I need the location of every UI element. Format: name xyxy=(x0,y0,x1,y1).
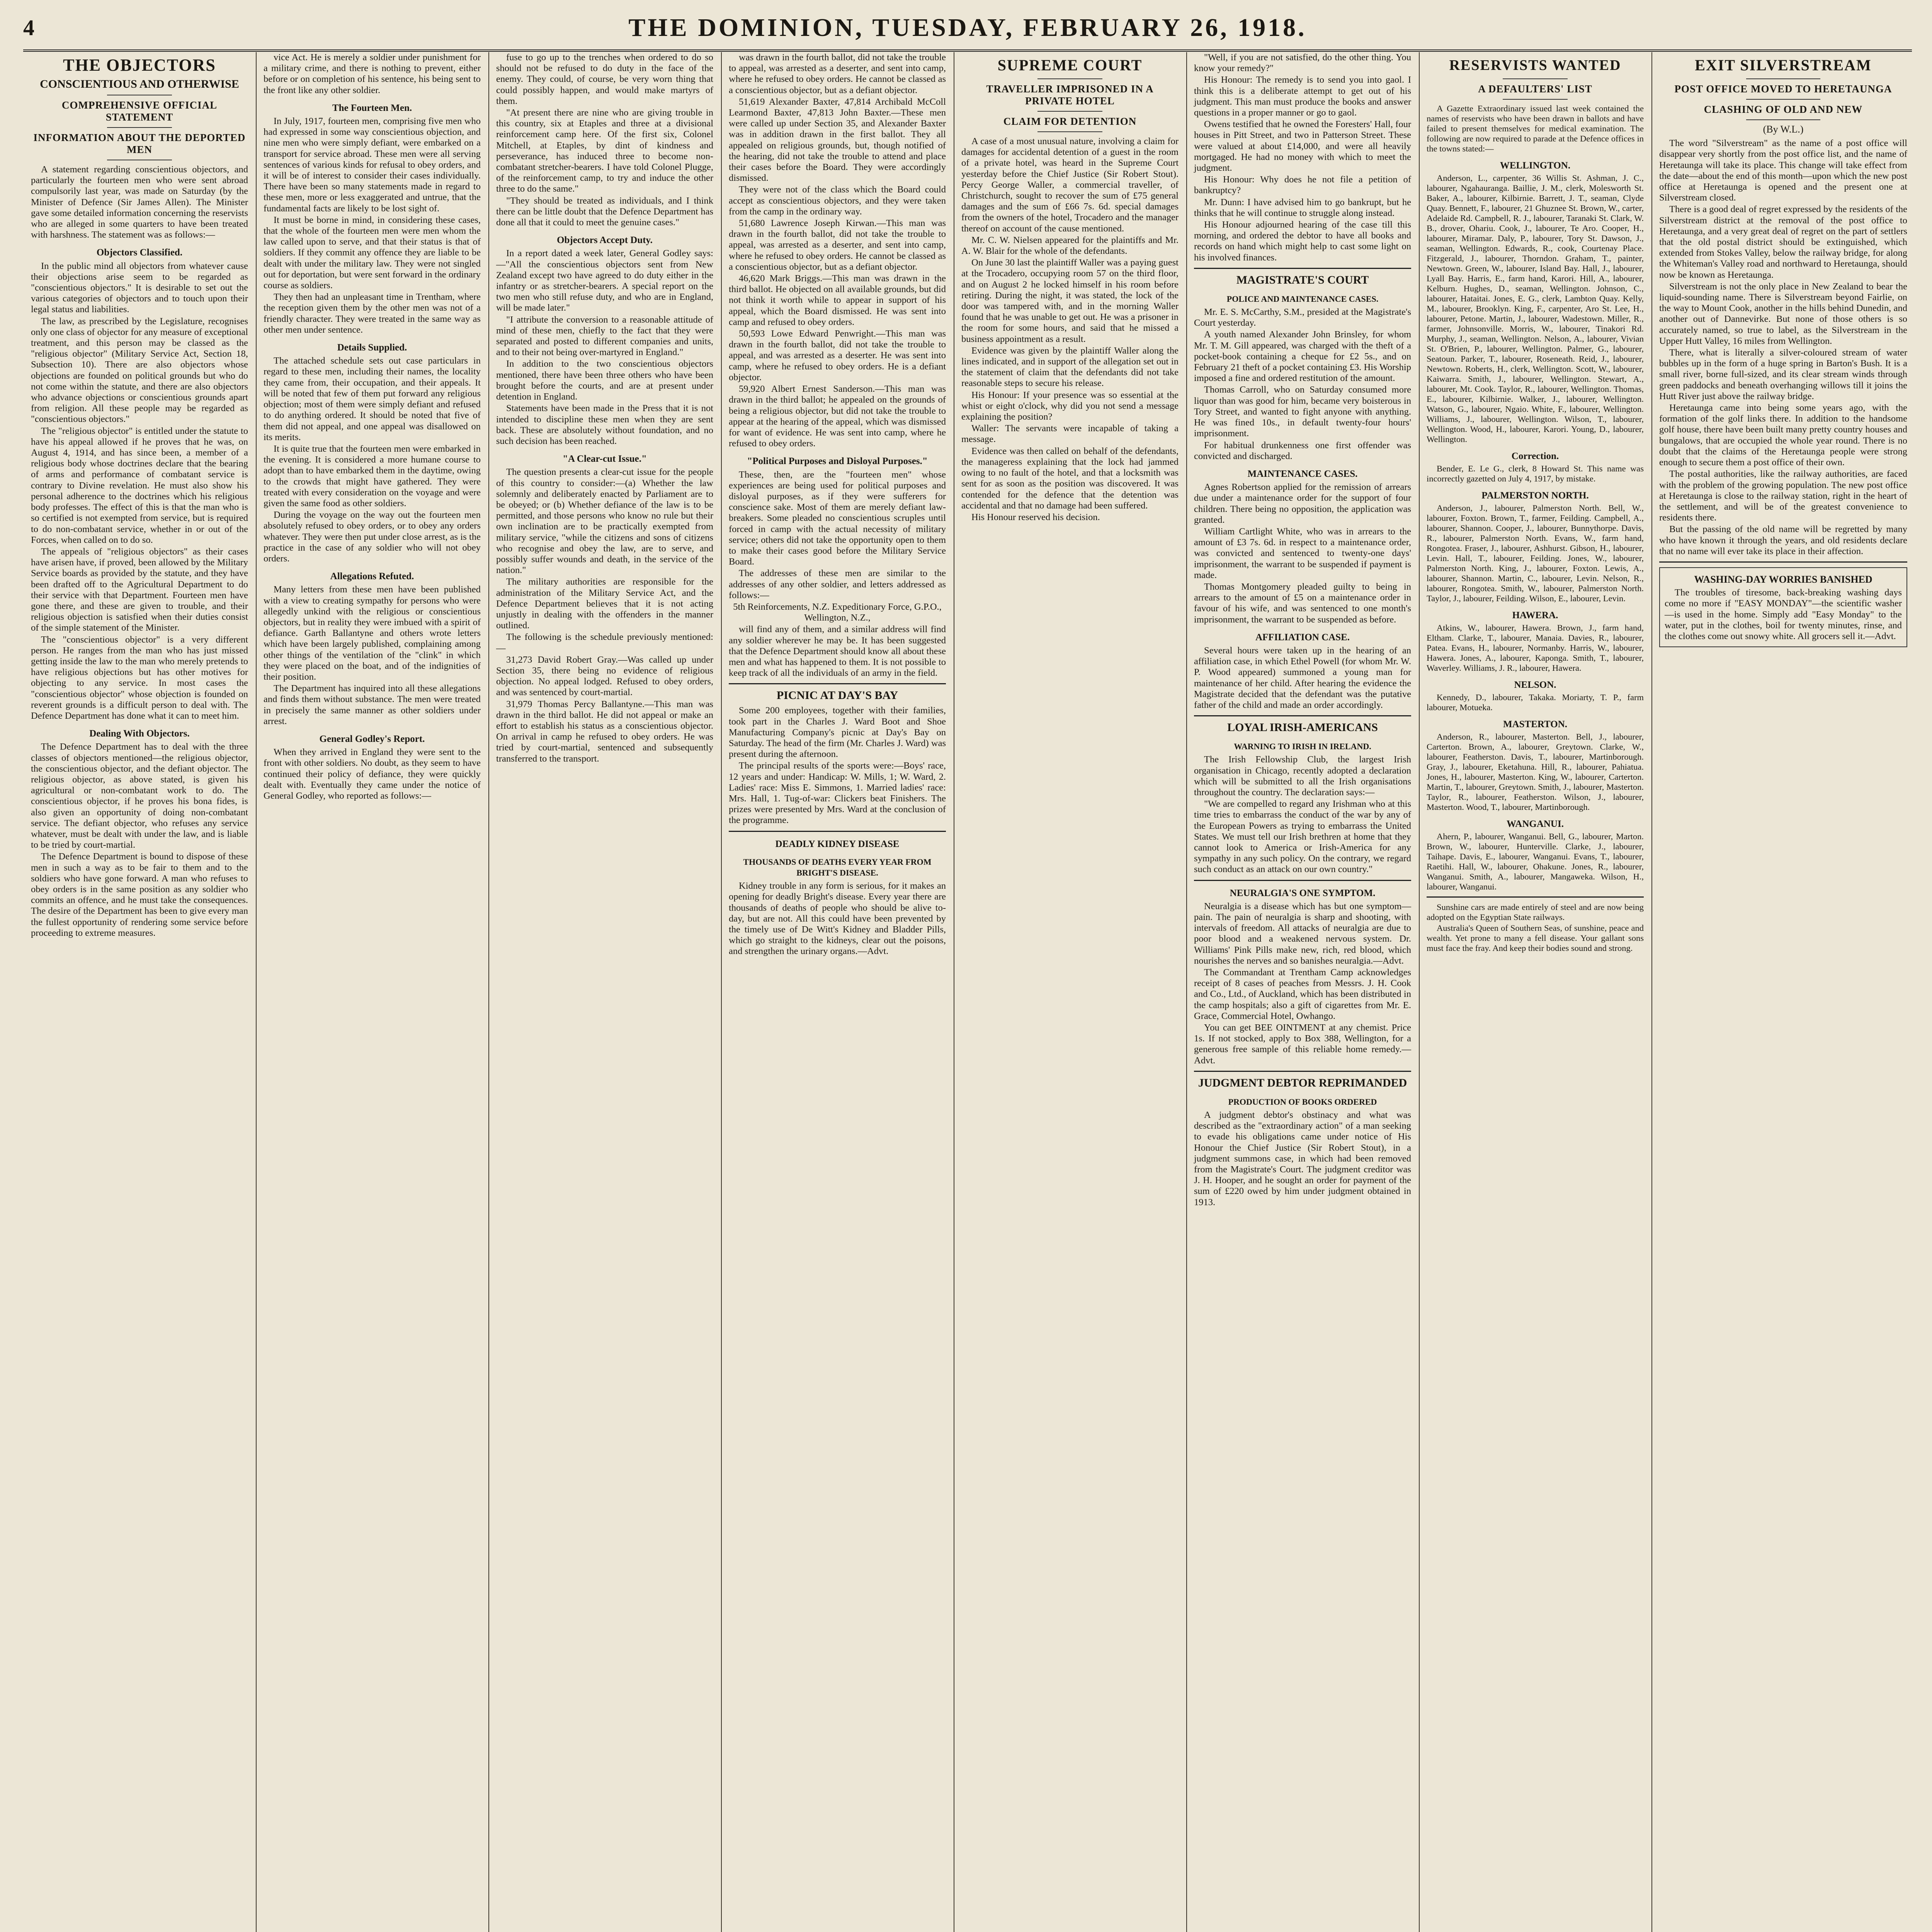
paragraph: Several hours were taken up in the hearing of an affiliation case, in which Ethel Powell (for whom Mr. W. P. Wood appeared) summoned a young man for maintenance of her child. After hearing the evidence the Magistrate decided that the defendant was the putative father of the child and made an order accordingly. xyxy=(1194,645,1411,710)
paragraph: vice Act. He is merely a soldier under punishment for a military crime, and there is nothing to prevent, either before or on completion of his sentence, his being sent to the front like any other soldier. xyxy=(264,52,481,95)
defaulters-list: Anderson, J., labourer, Palmerston North. Bell, W., labourer, Foxton. Brown, T., farmer, Feilding. Campbell, A., labourer, Shannon. Cooper, J., labourer, Bunnythorpe. Davis, R., labourer, Palmerston North. Evans, W., farm hand, Rongotea. Fraser, J., labourer, Ashhurst. Gibson, H., labourer, Levin. Hall, T., labourer, Feilding. Jones, W., labourer, Palmerston North. King, J., labourer, Foxton. Lewis, A., labourer, Shannon. Martin, C., labourer, Levin. Nelson, R., labourer, Rongotea. Smith, W., labourer, Palmerston North. Taylor, J., labourer, Feilding. Wilson, E., labourer, Levin. xyxy=(1427,503,1644,603)
paragraph: 46,620 Mark Briggs.—This man was drawn in the third ballot. He objected on all available grounds, but did not think it worth while to appear in support of his appeal, which the Board dismissed. He was sent into camp and refused to obey orders. xyxy=(729,273,946,327)
paragraph: Thomas Montgomery pleaded guilty to being in arrears to the amount of £5 on a maintenance order in favour of his wife, and was sentenced to one month's imprisonment, the warrant to be suspended as before. xyxy=(1194,581,1411,625)
paragraph: For habitual drunkenness one first offender was convicted and discharged. xyxy=(1194,440,1411,461)
paragraph: The "religious objector" is entitled under the statute to have his appeal allowed if he proves that he was, on August 4, 1914, and has since been, a member of a religious body whose doctrines declare that the bearing of arms and performance of combatant service is contrary to Divine revelation. He must also show his personal adherence to the doctrines which his religious body professes. The effect of this is that the man who is so certified is not exempted from service, but is required to do non-combatant service, whether in or out of the Forces, when called on to do so. xyxy=(31,425,248,545)
advertisement-box xyxy=(1659,567,1907,647)
advertisement-text: Australia's Queen of Southern Seas, of sunshine, peace and wealth. Yet prone to many a fell disease. Your gallant sons must face the fray. And keep their bodies sound and strong. xyxy=(1427,923,1644,953)
side-heading: Details Supplied. xyxy=(337,342,407,353)
paragraph: There, what is literally a silver-coloured stream of water bubbles up in the form of a huge spring in Barton's Bush. It is a small river, borne full-sized, and its clear stream winds through green paddocks and beneath overhanging willows till it joins the Hutt River just above the railway bridge. xyxy=(1659,347,1907,401)
paragraph: On June 30 last the plaintiff Waller was a paying guest at the Trocadero, occupying room 57 on the third floor, and on August 2 he locked himself in his room before retiring. During the night, it was stated, the lock of the door was tampered with, and in the morning Waller found that he was unable to get out. He was a prisoner in the room for some hours, and said that he missed a business appointment as a result. xyxy=(961,257,1179,344)
paragraph: The "conscientious objector" is a very different person. He ranges from the man who has just missed getting inside the law to the man who merely pretends to have religious objections but has other motives for objecting to any service. In most cases the "conscientious objector" whose objection is founded on reverent grounds is a difficult person to deal with. The Defence Department has done what it can to meet him. xyxy=(31,634,248,721)
paragraph: "Well, if you are not satisfied, do the other thing. You know your remedy?" xyxy=(1194,52,1411,74)
ad-heading: DEADLY KIDNEY DISEASE xyxy=(775,838,900,849)
side-heading: Allegations Refuted. xyxy=(330,571,414,582)
paragraph: A judgment debtor's obstinacy and what was described as the "extraordinary action" of a man seeking to evade his obligations came under notice of His Honour the Chief Justice (Sir Robert Stout), in a judgment summons case, in which had been removed from the Magistrate's Court. The judgment creditor was J. H. Hooper, and he sought an order for payment of the sum of £220 owed by him under judgment obtained in 1913. xyxy=(1194,1110,1411,1208)
column-separator xyxy=(721,52,722,1932)
paragraph: The Defence Department is bound to dispose of these men in such a way as to be fair to them and to the soldiers who have gone forward. A man who refuses to obey orders is in the same position as any soldier who commits an offence, and he must take the consequences. The desire of the Department has been to give every man the fullest opportunity of rendering some service before proceeding to extreme measures. xyxy=(31,851,248,938)
advertisement-text: Kidney trouble in any form is serious, for it makes an opening for deadly Bright's disease. Every year there are thousands of deaths of people who should be alive to-day, but are not. All this could have been prevented by the timely use of De Witt's Kidney and Bladder Pills, which go straight to the kidneys, clear out the poisons, and strengthen the urinary organs.—Advt. xyxy=(729,881,946,957)
paragraph: Waller: The servants were incapable of taking a message. xyxy=(961,423,1179,445)
paragraph: Thomas Carroll, who on Saturday consumed more liquor than was good for him, became very boisterous in Tory Street, and wanted to fight anyone with anything. He was fined 10s., in default twenty-four hours' imprisonment. xyxy=(1194,384,1411,439)
paragraph: A youth named Alexander John Brinsley, for whom Mr. T. M. Gill appeared, was charged with the theft of a pocket-book containing a cheque for £2 5s., and on February 21 theft of a pocket containing £3. His Worship imposed a fine and ordered restitution of the amount. xyxy=(1194,329,1411,384)
side-heading: "A Clear-cut Issue." xyxy=(563,454,647,464)
divider xyxy=(1037,78,1103,79)
side-heading: Correction. xyxy=(1511,451,1559,461)
paragraph: 51,680 Lawrence Joseph Kirwan.—This man was drawn in the fourth ballot, did not take the trouble to appeal, was arrested as a deserter, and sent into camp, where he refused to obey orders. He cannot be classed as a conscientious objector, but as a defiant objector. xyxy=(729,218,946,272)
defaulters-list: Anderson, R., labourer, Masterton. Bell, J., labourer, Carterton. Brown, A., labourer, Greytown. Clarke, W., labourer, Featherston. Davis, T., labourer, Martinborough. Gray, J., labourer, Eketahuna. Hill, R., labourer, Pahiatua. Jones, H., labourer, Masterton. King, W., labourer, Carterton. Martin, T., labourer, Greytown. Smith, J., labourer, Masterton. Taylor, R., labourer, Featherston. Wilson, J., labourer, Masterton. Wood, T., labourer, Martinborough. xyxy=(1427,732,1644,812)
paragraph: 51,619 Alexander Baxter, 47,814 Archibald McColl Learmond Baxter, 47,813 John Baxter.—These men were called up under Section 35, and Alexander Baxter was in addition drawn in the first ballot. They all appealed on religious grounds, but, though notified of the hearing, did not take the trouble to attend and place their cases before the Board. They were accordingly dismissed. xyxy=(729,96,946,184)
paragraph: The Irish Fellowship Club, the largest Irish organisation in Chicago, recently adopted a declaration which will be submitted to all the Irish organisations throughout the country. The declaration says:— xyxy=(1194,754,1411,798)
district-heading: PALMERSTON NORTH. xyxy=(1481,490,1589,501)
divider xyxy=(1194,715,1411,716)
paragraph: Silverstream is not the only place in New Zealand to bear the liquid-sounding name. There is Silverstream beyond Fairlie, on the way to Mount Cook, another in the hills behind Dunedin, and another out of Dannevirke. But none of those others is so accurately named, so true to label, as the Silverstream in the Upper Hutt Valley, 16 miles from Wellington. xyxy=(1659,281,1907,346)
side-heading: Objectors Accept Duty. xyxy=(557,235,653,246)
article-heading-reservists: RESERVISTS WANTED xyxy=(1449,57,1621,73)
paragraph: "At present there are nine who are giving trouble in this country, six at Etaples and three at a divisional reinforcement camp here. Of the first six, Colonel Mitchell, at Etaples, by dint of kindness and perseverance, has induced three to become non-combatant stretcher-bearers. I have told Colonel Plugge, of the reinforcement camp, to try and induce the other three to do the same." xyxy=(496,107,713,194)
paragraph: These, then, are the "fourteen men" whose experiences are being used for political purposes and disloyal purposes, as if they were sufferers for conscience sake. Most of them are merely defiant law-breakers. Some pleaded no conscientious scruples until forced in camp with the actual necessity of military service; others did not take the opportunity open to them to make their cases good before the Military Service Board. xyxy=(729,469,946,567)
paragraph: "I attribute the conversion to a reasonable attitude of mind of these men, chiefly to the fact that they were separated and posted to different companies and units, and to their not being over-martyred in England." xyxy=(496,314,713,358)
paragraph: The attached schedule sets out case particulars in regard to these men, including their names, the locality they came from, their occupation, and their appeals. It will be noted that few of them put forward any religious objection; most of them were simply defiant and refused to do anything ordered. It should be noted that five of them did not appeal, and one appeal was disallowed on its merits. xyxy=(264,355,481,442)
divider xyxy=(1427,896,1644,898)
paragraph: The word "Silverstream" as the name of a post office will disappear very shortly from the post office list, and the name of Heretaunga will take its place. This change will take effect from the date—about the end of this month—upon which the new post office at Heretaunga is opened and the present one at Silverstream closed. xyxy=(1659,138,1907,203)
ad-heading: NEURALGIA'S ONE SYMPTOM. xyxy=(1230,888,1376,898)
district-heading: HAWERA. xyxy=(1512,610,1558,621)
defaulters-list: Anderson, L., carpenter, 36 Willis St. Ashman, J. C., labourer, Ngahauranga. Baillie, J. M., clerk, Molesworth St. Baker, A., labourer, Kilbirnie. Barrett, J. T., seaman, Clyde Quay. Bennett, F., labourer, 21 Ghuznee St. Brown, W., carter, Adelaide Rd. Campbell, R. J., labourer, Taranaki St. Clark, W. B., drover, Ohariu. Cook, J., labourer, Te Aro. Cooper, H., labourer, Miramar. Daly, P., labourer, Tory St. Dawson, J., seaman, Wellington. Edwards, R., cook, Courtenay Place. Fitzgerald, J., labourer, Thorndon. Graham, T., painter, Newtown. Green, W., labourer, Island Bay. Hall, J., labourer, Lyall Bay. Harris, E., farm hand, Karori. Hill, A., labourer, Kelburn. Hughes, D., seaman, Wellington. Johnson, C., labourer, Hataitai. Jones, E. G., clerk, Lambton Quay. Kelly, M., labourer, Brooklyn. King, F., carpenter, Aro St. Lee, H., labourer, Petone. Martin, J., labourer, Wadestown. Miller, R., farmer, Johnsonville. Morris, W., labourer, Tinakori Rd. Murphy, J., seaman, Wellington. Nelson, A., labourer, Vivian St. O'Brien, P., labourer, Wellington. Palmer, G., labourer, Seatoun. Parker, T., labourer, Roseneath. Reid, J., labourer, Newtown. Roberts, H., clerk, Wellington. Scott, W., labourer, Kaiwarra. Smith, J., labourer, Wellington. Stewart, A., labourer, Mt. Cook. Taylor, R., labourer, Wellington. Thomas, E., labourer, Kilbirnie. Walker, J., labourer, Wellington. Watson, G., labourer, Ngaio. White, F., labourer, Wellington. Williams, J., labourer, Wellington. Wilson, T., labourer, Wellington. Wood, H., labourer, Karori. Young, D., labourer, Wellington. xyxy=(1427,173,1644,444)
column-6 xyxy=(1189,52,1417,1932)
article-deck: A DEFAULTERS' LIST xyxy=(1478,83,1592,95)
divider xyxy=(107,127,172,128)
column-separator xyxy=(1186,52,1187,1932)
paragraph: It is quite true that the fourteen men were embarked in the evening. It is considered a more humane course to adopt than to have embarked them in the daytime, owing to the crowds that might have gathered. They were treated with every consideration on the voyage and were given the same food as other soldiers. xyxy=(264,443,481,509)
divider xyxy=(1503,99,1568,100)
ad-heading: WASHING-DAY WORRIES BANISHED xyxy=(1694,573,1872,585)
district-heading: WANGANUI. xyxy=(1507,819,1564,829)
column-2 xyxy=(258,52,486,1932)
divider xyxy=(1746,119,1821,120)
paragraph: His Honour: The remedy is to send you into gaol. I think this is a deliberate attempt to get out of his judgment. This man must produce the books and answer questions in a proper manner or go to gaol. xyxy=(1194,75,1411,118)
defaulters-list: Atkins, W., labourer, Hawera. Brown, J., farm hand, Eltham. Clarke, T., labourer, Manaia. Davies, R., labourer, Patea. Evans, H., labourer, Normanby. Harris, W., labourer, Hawera. Jones, A., labourer, Kaponga. Smith, T., labourer, Waverley. Williams, J. R., labourer, Hawera. xyxy=(1427,623,1644,673)
divider xyxy=(1659,561,1907,563)
district-heading: NELSON. xyxy=(1514,680,1556,690)
paragraph: Evidence was then called on behalf of the defendants, the manageress explaining that the lock had jammed owing to no fault of the hotel, and that a locksmith was sent for as soon as the position was discovered. It was contended for the defence that the detention was accidental and that no damage had been suffered. xyxy=(961,446,1179,511)
paragraph: Many letters from these men have been published with a view to creating sympathy for persons who were allegedly unkind with the religious or conscientious objectors, but in reality they were imbued with a spirit of defiance. Garth Ballantyne and others wrote letters which have been largely published, complaining among other things of the ventilation of the "clink" in which they were placed on the boat, and of the indignities of their position. xyxy=(264,584,481,682)
paragraph: In July, 1917, fourteen men, comprising five men who had expressed in some way conscientious objection, and nine men who were simply defiant, were embarked on a transport for service abroad. These men were all serving sentences of various kinds for refusal to obey orders, and it will be of interest to consider their cases individually. There have been so many statements made in regard to these men, more or less exaggerated and untrue, that the fundamental facts are likely to be lost sight of. xyxy=(264,116,481,214)
paragraph: In addition to the two conscientious objectors mentioned, there have been three others who have been brought before the courts, and are at present under detention in England. xyxy=(496,359,713,402)
advertisement-text: Sunshine cars are made entirely of steel and are now being adopted on the Egyptian State railways. xyxy=(1427,902,1644,922)
paragraph: His Honour: If your presence was so essential at the whist or eight o'clock, why did you not send a message explaining the position? xyxy=(961,389,1179,422)
article-heading-picnic: PICNIC AT DAY'S BAY xyxy=(776,689,898,702)
district-heading: WELLINGTON. xyxy=(1500,160,1571,171)
paragraph: A case of a most unusual nature, involving a claim for damages for accidental detention of a guest in the room of a private hotel, was heard in the Supreme Court yesterday before the Chief Justice (Sir Robert Stout). Percy George Waller, a commercial traveller, of Christchurch, sought to recover the sum of £75 general damages and the sum of £66 7s. 6d. special damages from the owners of the hotel, Trocadero and the manager thereof on account of the cause mentioned. xyxy=(961,136,1179,234)
article-subheading: CONSCIENTIOUS AND OTHERWISE xyxy=(40,78,239,90)
column-separator xyxy=(488,52,489,1932)
paragraph: 31,273 David Robert Gray.—Was called up under Section 35, there being no evidence of religious objection. No appeal lodged. Refused to obey orders, and was sentenced by court-martial. xyxy=(496,654,713,698)
masthead-rule xyxy=(23,49,1912,52)
article-deck: INFORMATION ABOUT THE DEPORTED MEN xyxy=(33,132,246,155)
defaulters-list: Ahern, P., labourer, Wanganui. Bell, G., labourer, Marton. Brown, W., labourer, Hunterville. Clarke, J., labourer, Taihape. Davis, E., labourer, Wanganui. Evans, T., labourer, Raetihi. Hall, W., labourer, Ohakune. Jones, R., labourer, Wanganui. Smith, A., labourer, Mangaweka. Wilson, H., labourer, Wanganui. xyxy=(1427,832,1644,891)
article-heading-objectors: THE OBJECTORS xyxy=(63,56,216,75)
paragraph: A Gazette Extraordinary issued last week contained the names of reservists who have been drawn in ballots and have failed to present themselves for medical examination. The following are now required to parade at the Defence offices in the towns stated:— xyxy=(1427,104,1644,153)
paragraph: The law, as prescribed by the Legislature, recognises only one class of objector for any measure of exceptional treatment, and this person may be classed as the "religious objector" (Military Service Act, Section 18, Subsection 10). There are also objectors whose objections are founded on political grounds but who do not come within the statute, and there are also objectors who advance objections or conscientious grounds apart from religion. All these people may be regarded as "conscientious objectors." xyxy=(31,316,248,425)
newspaper-title: THE DOMINION, TUESDAY, FEBRUARY 26, 1918. xyxy=(628,14,1307,42)
paragraph: will find any of them, and a similar address will find any soldier wherever he may be. It has been suggested that the Defence Department should know all about these men and what has happened to them. It is not possible to keep track of all the individuals of an army in the field. xyxy=(729,624,946,679)
divider xyxy=(729,683,946,684)
paragraph: The Defence Department has to deal with the three classes of objectors mentioned—the religious objector, the conscientious objector, and the defiant objector. The religious objector, as above stated, is given his agricultural or non-combatant work to do. The conscientious objector, if he proves his bona fides, is also given an opportunity of doing non-combatant service. The defiant objector, who refuses any service whatever, must be dealt with under the law, and is liable to be tried by court-martial. xyxy=(31,742,248,850)
byline: (By W.L.) xyxy=(1763,124,1804,135)
column-1 xyxy=(26,52,253,1932)
side-heading: Objectors Classified. xyxy=(96,247,183,258)
article-heading-supreme-court: SUPREME COURT xyxy=(997,56,1143,74)
paragraph: The question presents a clear-cut issue for the people of this country to consider:—(a) Whether the law solemnly and deliberately enacted by Parliament are to be obeyed; or (b) Whether defiance of the law is to be permitted, and those persons who know no rule but their own inclination are to be practically exempted from military service, "while the citizens and sons of citizens who recognise and obey the law, are to serve, and possibly suffer wounds and death, in the service of the nation." xyxy=(496,467,713,576)
paragraph: William Cartlight White, who was in arrears to the amount of £3 7s. 6d. in respect to a maintenance order, was convicted and sentenced to twenty-one days' imprisonment, the warrant to be suspended if payment is made. xyxy=(1194,526,1411,580)
article-deck: WARNING TO IRISH IN IRELAND. xyxy=(1234,742,1371,752)
paragraph: "We are compelled to regard any Irishman who at this time tries to embarrass the conduct of the war by any of the European Powers as trying to embarrass the United States. We must tell our Irish brethren at home that they cannot look to America or Irish-America for any sympathy in any such policy. On the contrary, we regard such conduct as an attack on our own country." xyxy=(1194,799,1411,875)
column-5 xyxy=(956,52,1184,1932)
paragraph: was drawn in the fourth ballot, did not take the trouble to appeal, was arrested as a deserter, and sent into camp, where he refused to obey orders. He cannot be classed as a conscientious objector, but as a defiant objector. xyxy=(729,52,946,95)
district-heading: MASTERTON. xyxy=(1503,719,1568,730)
paragraph: Owens testified that he owned the Foresters' Hall, four houses in Pitt Street, and two in Patterson Street. These were valued at about £14,000, and were all heavily mortgaged. He had no money with which to meet the judgment. xyxy=(1194,119,1411,173)
paragraph: The postal authorities, like the railway authorities, are faced with the problem of the growing population. The new post office at Heretaunga is close to the railway station, right in the heart of the settlement, and will be of the greatest convenience to residents there. xyxy=(1659,469,1907,523)
divider xyxy=(1194,1071,1411,1072)
masthead xyxy=(23,12,1912,46)
side-heading: MAINTENANCE CASES. xyxy=(1247,468,1358,479)
paragraph: 50,593 Lowe Edward Penwright.—This man was drawn in the fourth ballot, did not take the trouble to appeal, and was arrested as a deserter. He was sent into camp, where he refused to obey orders. He is a defiant objector. xyxy=(729,328,946,383)
divider xyxy=(1037,111,1103,112)
advertisement-text: You can get BEE OINTMENT at any chemist. Price 1s. If not stocked, apply to Box 388, Wellington, for a generous free sample of this reliable home remedy.—Advt. xyxy=(1194,1022,1411,1066)
paragraph: Agnes Robertson applied for the remission of arrears due under a maintenance order for the support of four children. There being no opposition, the application was granted. xyxy=(1194,482,1411,525)
divider xyxy=(1503,78,1568,79)
paragraph: The principal results of the sports were:—Boys' race, 12 years and under: Handicap: W. Mills, 1; W. Ward, 2. Ladies' race: Miss E. Simmons, 1. Married ladies' race: Mrs. Hall, 1. Tug-of-war: Clickers beat Finishers. The prizes were presented by Mrs. Ward at the conclusion of the programme. xyxy=(729,760,946,826)
article-deck: PRODUCTION OF BOOKS ORDERED xyxy=(1228,1097,1377,1107)
side-heading: "Political Purposes and Disloyal Purposes." xyxy=(747,456,928,467)
ad-deck: THOUSANDS OF DEATHS EVERY YEAR FROM BRIGHT'S DISEASE. xyxy=(743,857,932,878)
page-number: 4 xyxy=(23,15,34,40)
paragraph: Mr. E. S. McCarthy, S.M., presided at the Magistrate's Court yesterday. xyxy=(1194,307,1411,328)
paragraph: His Honour reserved his decision. xyxy=(971,512,1100,522)
article-heading-judgment-debtor: JUDGMENT DEBTOR REPRIMANDED xyxy=(1198,1076,1407,1089)
paragraph: 59,920 Albert Ernest Sanderson.—This man was drawn in the third ballot; he appealed on the grounds of being a religious objector, but did not take the trouble to appear at the hearing of the appeal, which was dismissed for want of evidence. He was sent into camp, where he refused to obey orders. xyxy=(729,384,946,449)
paragraph: The Commandant at Trentham Camp acknowledges receipt of 8 cases of peaches from Messrs. J. H. Cook and Co., Ltd., of Auckland, which has been distributed in the camp hospitals; also a gift of cigarettes from Mr. E. Grace, Commercial Hotel, Owhango. xyxy=(1194,967,1411,1021)
paragraph: Mr. Dunn: I have advised him to go bankrupt, but he thinks that he will continue to struggle along instead. xyxy=(1194,197,1411,218)
paragraph: The appeals of "religious objectors" as their cases have arisen have, if proved, been allowed by the Military Service boards as provided by the statute, and they have been drafted off to the Agricultural Department to do their service with that Department. Fourteen men have gone there, and these are given to trouble, and their religious objection is satisfied when their duties consist of the simple statement of the Minister. xyxy=(31,546,248,633)
advertisement-text: The troubles of tiresome, back-breaking washing days come no more if "EASY MONDAY"—the scientific washer—is used in the home. Simply add "Easy Monday" to the water, put in the clothes, boil for twenty minutes, rinse, and the clothes come out snowy white. All grocers sell it.—Advt. xyxy=(1665,587,1902,641)
paragraph: Bender, E. Le G., clerk, 8 Howard St. This name was incorrectly gazetted on July 4, 1917, by mistake. xyxy=(1427,464,1644,483)
divider xyxy=(729,831,946,832)
paragraph: There is a good deal of regret expressed by the residents of the Silverstream district at the removal of the post office to Heretaunga, and a very great deal of regret on the part of settlers that the old postal district should be extinguished, which extended from Stokes Valley, below the railway bridge, for along the Whiteman's Valley road and northward to Heretaunga, should now be known as Heretaunga. xyxy=(1659,204,1907,280)
address-block: 5th Reinforcements, N.Z. Expeditionary Force, G.P.O., Wellington, N.Z., xyxy=(733,601,942,623)
divider xyxy=(1037,131,1103,132)
divider xyxy=(1194,880,1411,881)
paragraph: "They should be treated as individuals, and I think there can be little doubt that the Defence Department has done all that it could to meet the genuine cases." xyxy=(496,195,713,228)
divider xyxy=(1194,268,1411,269)
paragraph: It must be borne in mind, in considering these cases, that the whole of the fourteen men were men whom the law called upon to serve, and that their status is that of soldiers. If they commit any offence they are liable to be dealt with under the military law. They were not singled out for deportation, but were sent forward in the ordinary course as soldiers. xyxy=(264,214,481,291)
paragraph: His Honour adjourned hearing of the case till this morning, and ordered the debtor to have all books and records on hand which might help to cast some light on his involved finances. xyxy=(1194,219,1411,263)
article-heading-irish-americans: LOYAL IRISH-AMERICANS xyxy=(1227,721,1378,734)
paragraph: Evidence was given by the plaintiff Waller along the lines indicated, and in support of the allegation set out in the statement of claim that the defendants did not take reasonable steps to secure his release. xyxy=(961,345,1179,389)
paragraph: Heretaunga came into being some years ago, with the formation of the golf links there. In addition to the handsome golf house, there have been built many pretty country houses and bungalows, that are occupied the whole year round. There is no doubt that the claims of the Heretaunga people were strong enough to secure them a post office of their own. xyxy=(1659,403,1907,468)
paragraph: But the passing of the old name will be regretted by many who have known it through the years, and old residents declare that no name will ever take its place in their affection. xyxy=(1659,524,1907,556)
column-separator xyxy=(256,52,257,1932)
article-deck: COMPREHENSIVE OFFICIAL STATEMENT xyxy=(61,99,218,123)
article-deck: CLASHING OF OLD AND NEW xyxy=(1704,104,1863,115)
column-3 xyxy=(491,52,719,1932)
paragraph: When they arrived in England they were sent to the front with other soldiers. No doubt, as they seem to have continued their policy of defiance, they were quickly dealt with. Eventually they came under the notice of General Godley, who reported as follows:— xyxy=(264,747,481,801)
column-separator xyxy=(1419,52,1420,1932)
column-4 xyxy=(723,52,951,1932)
advertisement-text: Neuralgia is a disease which has but one symptom—pain. The pain of neuralgia is sharp and shooting, with intervals of freedom. All attacks of neuralgia are due to poor blood and a weakened nervous system. Dr. Williams' Pink Pills make new, rich, red blood, which nourishes the nerves and so banishes neuralgia.—Advt. xyxy=(1194,901,1411,966)
article-heading-magistrates-court: MAGISTRATE'S COURT xyxy=(1236,273,1369,286)
paragraph: Mr. C. W. Nielsen appeared for the plaintiffs and Mr. A. W. Blair for the whole of the defendants. xyxy=(961,235,1179,257)
paragraph: During the voyage on the way out the fourteen men absolutely refused to obey orders, or to obey any orders whatever. They were then put under close arrest, as is the practice in the case of any soldier who will not obey orders. xyxy=(264,510,481,564)
column-separator xyxy=(1651,52,1652,1932)
paragraph: They were not of the class which the Board could accept as conscientious objectors, and they were taken from the camp in the ordinary way. xyxy=(729,184,946,217)
side-heading: General Godley's Report. xyxy=(319,733,425,744)
article-heading-silverstream: EXIT SILVERSTREAM xyxy=(1695,56,1872,74)
paragraph: The Department has inquired into all these allegations and finds them without substance. The men were treated in precisely the same manner as other soldiers under arrest. xyxy=(264,683,481,726)
paragraph: The following is the schedule previously mentioned:— xyxy=(496,632,713,653)
side-heading: The Fourteen Men. xyxy=(332,102,412,113)
divider xyxy=(1746,99,1821,100)
paragraph: fuse to go up to the trenches when ordered to do so should not be refused to do duty in the face of the enemy. They could, of course, be very worn thing that could possibly happen, and would make martyrs of them. xyxy=(496,52,713,106)
column-8 xyxy=(1654,52,1913,1932)
side-heading: Dealing With Objectors. xyxy=(89,728,190,739)
paragraph: His Honour: Why does he not file a petition of bankruptcy? xyxy=(1194,174,1411,196)
divider xyxy=(1746,78,1821,79)
column-7 xyxy=(1421,52,1649,1932)
paragraph: Some 200 employees, together with their families, took part in the Charles J. Ward Boot and Shoe Manufacturing Company's picnic at Day's Bay on Saturday. The head of the firm (Mr. Charles J. Ward) was present during the afternoon. xyxy=(729,705,946,760)
side-heading: AFFILIATION CASE. xyxy=(1255,632,1350,643)
paragraph: A statement regarding conscientious objectors, and particularly the fourteen men who were sent abroad compulsorily last year, was made on Saturday (by the Minister of Defence (Sir James Allen). The Minister gave some detailed information concerning the reservists who are alleged in some quarters to have been treated with harshness. The statement was as follows:— xyxy=(31,164,248,240)
paragraph: They then had an unpleasant time in Trentham, where the reception given them by the other men was not of a friendly character. They were treated in the same way as other men under sentence. xyxy=(264,292,481,335)
paragraph: 31,979 Thomas Percy Ballantyne.—This man was drawn in the third ballot. He did not appeal or make an effort to establish his status as a conscientious objector. On arrival in camp he refused to obey orders. He was tried by court-martial, sentenced and subsequently transferred to the transport. xyxy=(496,699,713,764)
paragraph: In a report dated a week later, General Godley says:—"All the conscientious objectors sent from New Zealand except two have agreed to do duty either in the infantry or as stretcher-bearers. A special report on the two men who still refuse duty, and who are in England, will be made later." xyxy=(496,248,713,313)
paragraph: Statements have been made in the Press that it is not intended to discipline these men when they are sent back. These are absolutely without foundation, and no such decision has been reached. xyxy=(496,403,713,446)
article-deck: CLAIM FOR DETENTION xyxy=(1003,116,1137,127)
paragraph: The addresses of these men are similar to the addresses of any other soldier, and letters addressed as follows:— xyxy=(729,568,946,600)
article-deck: POLICE AND MAINTENANCE CASES. xyxy=(1226,294,1379,304)
paragraph: In the public mind all objectors from whatever cause their objections arise seem to be regarded as "conscientious objectors." It is desirable to set out the various categories of objectors and to touch upon their legal status and liabilities. xyxy=(31,260,248,315)
paragraph: The military authorities are responsible for the administration of the Military Service Act, and the Defence Department believes that it is not acting unjustly in dealing with the offenders in the manner outlined. xyxy=(496,577,713,631)
article-deck: POST OFFICE MOVED TO HERETAUNGA xyxy=(1674,83,1892,95)
defaulters-list: Kennedy, D., labourer, Takaka. Moriarty, T. P., farm labourer, Motueka. xyxy=(1427,692,1644,712)
article-deck: TRAVELLER IMPRISONED IN A PRIVATE HOTEL xyxy=(986,83,1154,107)
